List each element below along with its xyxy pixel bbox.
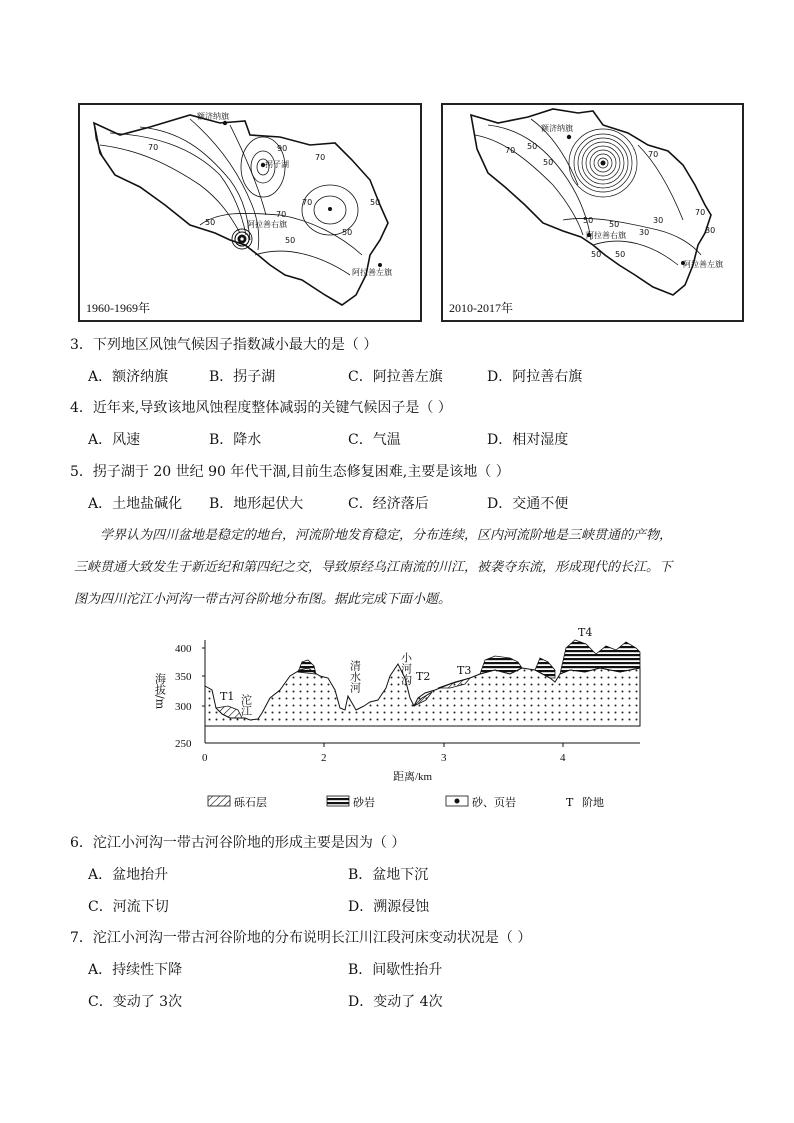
option-5c[interactable]: C．经济落后: [348, 496, 429, 512]
option-7d[interactable]: D．变动了 4次: [348, 994, 443, 1010]
question-number: 5．: [70, 464, 93, 480]
question-text: 拐子湖于 20 世纪 90 年代干涸,目前生态修复困难,主要是该地（ ）: [92, 464, 510, 480]
contour-label: 70: [148, 143, 159, 152]
option-4c[interactable]: C．气温: [348, 432, 401, 448]
terrace-t3-label: T3: [457, 664, 472, 677]
option-3d[interactable]: D．阿拉善右旗: [487, 369, 583, 385]
contour-label: 70: [315, 153, 326, 162]
option-6c[interactable]: C．河流下切: [88, 899, 169, 915]
legend-terrace-symbol: T: [566, 796, 574, 809]
option-6a[interactable]: A．盆地抬升: [88, 867, 169, 883]
y-tick-label: 350: [175, 671, 192, 683]
contour-label: 50: [370, 198, 381, 207]
option-3b[interactable]: B．拐子湖: [209, 369, 276, 385]
contour-label: 50: [342, 228, 353, 237]
option-7b[interactable]: B．间歇性抬升: [348, 962, 443, 978]
map-1960-1969: [78, 103, 422, 322]
x-axis-label: 距离/km: [393, 771, 433, 783]
place-alashan-left: 阿拉善左旗: [352, 268, 392, 277]
legend-shale-label: 砂、页岩: [472, 796, 516, 809]
place-alashan-right: 阿拉善右旗: [586, 231, 626, 240]
contour-label: 30: [705, 226, 716, 235]
x-tick-label: 2: [321, 752, 327, 764]
legend-terrace-label: 阶地: [582, 796, 604, 809]
legend-gravel-swatch: [208, 796, 230, 806]
y-tick-label: 400: [175, 643, 192, 655]
option-4d[interactable]: D．相对湿度: [487, 432, 569, 448]
map-period-caption: 2010-2017年: [449, 301, 513, 315]
contour-label: 90: [277, 144, 288, 153]
question-5: [70, 463, 510, 481]
question-7: [70, 929, 531, 947]
y-tick-label: 300: [175, 701, 192, 713]
passage-line-2: 三峡贯通大致发生于新近纪和第四纪之交，导致原经乌江南流的川江，被袭夺东流，形成现代的长江。下: [74, 560, 673, 575]
question-3: [70, 336, 377, 354]
x-tick-label: 3: [441, 752, 447, 764]
terrace-t4-label: T4: [578, 626, 593, 639]
terrace-t1-label: T1: [220, 690, 235, 703]
passage-line-1: 学界认为四川盆地是稳定的地台，河流阶地发育稳定，分布连续，区内河流阶地是三峡贯通的产物，: [100, 528, 673, 543]
option-4b[interactable]: B．降水: [209, 432, 262, 448]
terrace-t2-label: T2: [416, 670, 431, 683]
x-tick-label: 0: [202, 752, 208, 764]
contour-label: 30: [639, 228, 650, 237]
contour-label: 50: [609, 220, 620, 229]
option-7a[interactable]: A．持续性下降: [88, 962, 183, 978]
question-number: 3．: [70, 337, 93, 353]
place-alashan-left: 阿拉善左旗: [683, 260, 723, 269]
option-3a[interactable]: A．额济纳旗: [88, 369, 169, 385]
option-3c[interactable]: C．阿拉善左旗: [348, 369, 443, 385]
contour-label: 50: [543, 158, 554, 167]
map-period-caption: 1960-1969年: [86, 301, 150, 315]
place-tuojiang-label: 沱江: [239, 694, 253, 716]
contour-label: 70: [505, 146, 516, 155]
legend-sandstone-swatch: [327, 796, 349, 806]
y-tick-label: 250: [175, 738, 192, 750]
contour-label: 50: [527, 142, 538, 151]
option-6b[interactable]: B．盆地下沉: [348, 867, 429, 883]
contour-label: 50: [591, 250, 602, 259]
question-number: 7．: [70, 930, 93, 946]
contour-map-left: [80, 105, 420, 320]
contour-label: 30: [653, 216, 664, 225]
option-5d[interactable]: D．交通不便: [487, 496, 569, 512]
question-text: 近年来,导致该地风蚀程度整体减弱的关键气候因子是（ ）: [92, 400, 452, 416]
contour-label: 50: [285, 236, 296, 245]
x-tick-label: 4: [560, 752, 566, 764]
contour-label: 50: [205, 218, 216, 227]
option-7c[interactable]: C．变动了 3次: [88, 994, 183, 1010]
terrace-profile-figure: [150, 618, 650, 818]
map-2010-2017: [441, 103, 744, 322]
question-number: 6．: [70, 835, 93, 851]
contour-label: 70: [695, 208, 706, 217]
contour-label: 70: [276, 210, 287, 219]
place-alashan-right: 阿拉善右旗: [247, 220, 287, 229]
place-qingshuihe-label: 清水河: [348, 660, 362, 693]
contour-label: 50: [615, 250, 626, 259]
legend-gravel-label: 砾石层: [234, 796, 267, 809]
contour-label: 70: [648, 150, 659, 159]
contour-label: 50: [583, 216, 594, 225]
question-text: 沱江小河沟一带古河谷阶地的分布说明长江川江段河床变动状况是（ ）: [92, 930, 532, 946]
place-xiaohegou-label: 小河沟: [399, 652, 413, 685]
contour-map-right: [443, 105, 742, 320]
question-4: [70, 399, 452, 417]
question-text: 沱江小河沟一带古河谷阶地的形成主要是因为（ ）: [92, 835, 406, 851]
question-6: [70, 834, 405, 852]
place-guaizihu: 拐子湖: [265, 160, 289, 169]
option-6d[interactable]: D．溯源侵蚀: [348, 899, 430, 915]
place-ejina: 额济纳旗: [197, 112, 229, 121]
passage-line-3: 图为四川沱江小河沟一带古河谷阶地分布图。据此完成下面小题。: [74, 592, 452, 607]
contour-label: 70: [302, 198, 313, 207]
legend-sandstone-label: 砂岩: [353, 796, 375, 809]
question-number: 4．: [70, 400, 93, 416]
place-ejina: 额济纳旗: [541, 124, 573, 133]
option-5b[interactable]: B．地形起伏大: [209, 496, 304, 512]
question-text: 下列地区风蚀气候因子指数减小最大的是（ ）: [92, 337, 378, 353]
option-5a[interactable]: A．土地盐碱化: [88, 496, 183, 512]
option-4a[interactable]: A．风速: [88, 432, 141, 448]
y-axis-label: 海拔/m: [153, 673, 167, 710]
